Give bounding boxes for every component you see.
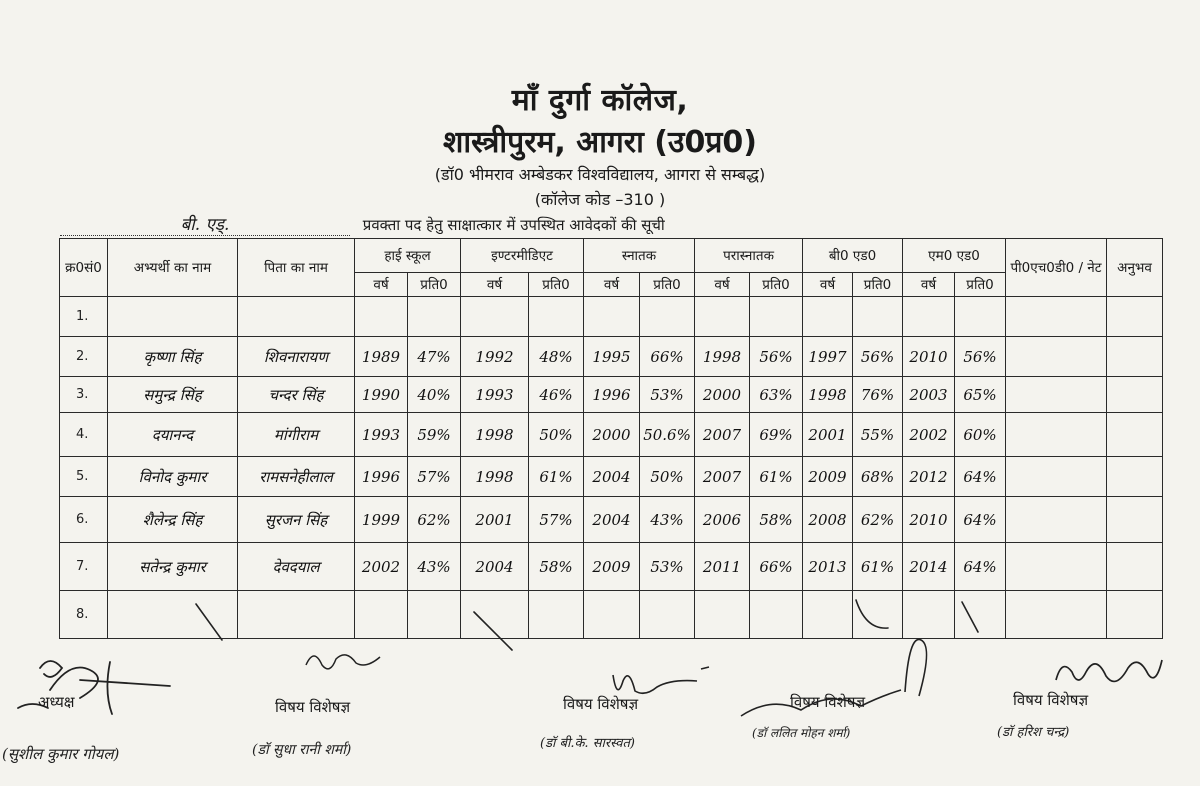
- cell-me-y: 2003: [903, 377, 955, 413]
- subcol-postgraduate-percent: प्रति0: [750, 273, 803, 297]
- cell-hs-p: 47%: [408, 337, 461, 377]
- cell-pg-p: 63%: [750, 377, 803, 413]
- cell-father: शिवनारायण: [238, 337, 355, 377]
- cell-hs-p: 43%: [408, 543, 461, 591]
- col-candidate: अभ्यर्थी का नाम: [108, 239, 238, 297]
- cell-father: देवदयाल: [238, 543, 355, 591]
- cell-sn: 7.: [60, 543, 108, 591]
- expert3-name: (डॉ ललित मोहन शर्मा): [752, 726, 851, 740]
- subcol-graduate-year: वर्ष: [584, 273, 640, 297]
- cell-father: मांगीराम: [238, 413, 355, 457]
- expert3-signature: [735, 632, 935, 728]
- cell-be-y: 2013: [803, 543, 853, 591]
- cell-gr-y: 2009: [584, 543, 640, 591]
- cell-in-p: 61%: [529, 457, 584, 497]
- cell-sn: 4.: [60, 413, 108, 457]
- subcol-med-percent: प्रति0: [955, 273, 1006, 297]
- course-name: बी. एड्.: [60, 212, 350, 236]
- cell-gr-p: 53%: [640, 377, 695, 413]
- cell-pg-p: 58%: [750, 497, 803, 543]
- cell-gr-p: 50%: [640, 457, 695, 497]
- cell-gr-p: 43%: [640, 497, 695, 543]
- col-intermediate: इण्टरमीडिएट: [461, 239, 584, 273]
- college-address: शास्त्रीपुरम, आगरा (उ0प्र0): [443, 125, 757, 160]
- col-graduate: स्नातक: [584, 239, 695, 273]
- cell-pg-p: 66%: [750, 543, 803, 591]
- cell-in-p: 50%: [529, 413, 584, 457]
- cell-gr-y: 2004: [584, 497, 640, 543]
- expert3-label: विषय विशेषज्ञ: [790, 693, 866, 711]
- cell-pg-y: 2007: [695, 457, 750, 497]
- cell-sn: 3.: [60, 377, 108, 413]
- cell-in-y: 1998: [461, 457, 529, 497]
- cell-in-p: 58%: [529, 543, 584, 591]
- subcol-highschool-year: वर्ष: [355, 273, 408, 297]
- cell-hs-p: 62%: [408, 497, 461, 543]
- list-caption: प्रवक्ता पद हेतु साक्षात्कार में उपस्थित आवेदकों की सूची: [362, 216, 665, 234]
- col-phd: पी0एच0डी0 / नेट: [1006, 239, 1107, 297]
- cell-sn: 1.: [60, 297, 108, 337]
- cell-pg-y: 2006: [695, 497, 750, 543]
- cell-me-p: 60%: [955, 413, 1006, 457]
- col-highschool: हाई स्कूल: [355, 239, 461, 273]
- cell-be-p: 68%: [853, 457, 903, 497]
- cell-be-y: 2001: [803, 413, 853, 457]
- col-experience: अनुभव: [1107, 239, 1163, 297]
- cell-in-y: 1992: [461, 337, 529, 377]
- cell-be-p: 61%: [853, 543, 903, 591]
- cell-me-y: 2010: [903, 337, 955, 377]
- cell-hs-p: 59%: [408, 413, 461, 457]
- cell-hs-y: 1989: [355, 337, 408, 377]
- cell-in-y: 2004: [461, 543, 529, 591]
- cell-gr-y: 1996: [584, 377, 640, 413]
- expert4-label: विषय विशेषज्ञ: [1013, 691, 1089, 709]
- col-serial: क्र0सं0: [60, 239, 108, 297]
- college-name: माँ दुर्गा कॉलेज,: [511, 83, 689, 118]
- subcol-med-year: वर्ष: [903, 273, 955, 297]
- subcol-bed-percent: प्रति0: [853, 273, 903, 297]
- subcol-highschool-percent: प्रति0: [408, 273, 461, 297]
- cell-pg-p: 56%: [750, 337, 803, 377]
- cell-hs-p: 40%: [408, 377, 461, 413]
- cell-me-y: 2014: [903, 543, 955, 591]
- expert1-name: (डॉ सुधा रानी शर्मा): [252, 742, 352, 758]
- cell-me-p: 64%: [955, 497, 1006, 543]
- cell-me-y: 2002: [903, 413, 955, 457]
- col-bed: बी0 एड0: [803, 239, 903, 273]
- cell-name: विनोद कुमार: [108, 457, 238, 497]
- cell-hs-y: 1993: [355, 413, 408, 457]
- expert2-label: विषय विशेषज्ञ: [563, 695, 639, 713]
- cell-name: समुन्द्र सिंह: [108, 377, 238, 413]
- cell-in-y: 2001: [461, 497, 529, 543]
- cell-pg-p: 61%: [750, 457, 803, 497]
- cell-gr-p: 53%: [640, 543, 695, 591]
- cell-me-y: 2010: [903, 497, 955, 543]
- cell-in-p: 46%: [529, 377, 584, 413]
- cell-pg-y: 1998: [695, 337, 750, 377]
- cell-gr-p: 66%: [640, 337, 695, 377]
- cell-be-y: 1998: [803, 377, 853, 413]
- cell-name: कृष्णा सिंह: [108, 337, 238, 377]
- college-code: (कॉलेज कोड –310 ): [534, 190, 666, 209]
- chair-name: (सुशील कुमार गोयल): [2, 745, 120, 763]
- col-med: एम0 एड0: [903, 239, 1006, 273]
- cell-in-p: 48%: [529, 337, 584, 377]
- cell-hs-y: 1999: [355, 497, 408, 543]
- expert2-name: (डॉ बी.के. सारस्वत): [540, 736, 635, 751]
- col-father: पिता का नाम: [238, 239, 355, 297]
- cell-be-p: 55%: [853, 413, 903, 457]
- cell-father: सुरजन सिंह: [238, 497, 355, 543]
- cell-name: शैलेन्द्र सिंह: [108, 497, 238, 543]
- cell-sn: 2.: [60, 337, 108, 377]
- cell-be-y: 2009: [803, 457, 853, 497]
- cell-hs-y: 2002: [355, 543, 408, 591]
- cell-gr-p: 50.6%: [640, 413, 695, 457]
- cell-pg-y: 2000: [695, 377, 750, 413]
- cell-me-p: 64%: [955, 543, 1006, 591]
- cell-pg-p: 69%: [750, 413, 803, 457]
- cell-sn: 6.: [60, 497, 108, 543]
- subcol-graduate-percent: प्रति0: [640, 273, 695, 297]
- cell-gr-y: 1995: [584, 337, 640, 377]
- cell-in-p: 57%: [529, 497, 584, 543]
- cell-me-p: 65%: [955, 377, 1006, 413]
- subcol-intermediate-percent: प्रति0: [529, 273, 584, 297]
- cell-pg-y: 2011: [695, 543, 750, 591]
- cell-in-y: 1993: [461, 377, 529, 413]
- col-postgraduate: परास्नातक: [695, 239, 803, 273]
- cell-be-p: 76%: [853, 377, 903, 413]
- cell-pg-y: 2007: [695, 413, 750, 457]
- cell-hs-y: 1996: [355, 457, 408, 497]
- cell-me-p: 56%: [955, 337, 1006, 377]
- cell-hs-y: 1990: [355, 377, 408, 413]
- cell-name: सतेन्द्र कुमार: [108, 543, 238, 591]
- subcol-intermediate-year: वर्ष: [461, 273, 529, 297]
- cell-hs-p: 57%: [408, 457, 461, 497]
- chair-label: अध्यक्ष: [38, 693, 75, 711]
- cell-be-y: 2008: [803, 497, 853, 543]
- cell-be-y: 1997: [803, 337, 853, 377]
- cell-be-p: 62%: [853, 497, 903, 543]
- subcol-bed-year: वर्ष: [803, 273, 853, 297]
- expert1-label: विषय विशेषज्ञ: [275, 698, 351, 716]
- expert1-signature: [300, 645, 390, 675]
- cell-sn: 8.: [60, 591, 108, 639]
- subcol-postgraduate-year: वर्ष: [695, 273, 750, 297]
- cell-father: चन्दर सिंह: [238, 377, 355, 413]
- cell-me-y: 2012: [903, 457, 955, 497]
- cell-gr-y: 2004: [584, 457, 640, 497]
- chair-signature: [10, 650, 180, 720]
- cell-gr-y: 2000: [584, 413, 640, 457]
- affiliation: (डॉ0 भीमराव अम्बेडकर विश्वविद्यालय, आगरा से सम्बद्ध): [434, 165, 766, 184]
- cell-name: दयानन्द: [108, 413, 238, 457]
- cell-sn: 5.: [60, 457, 108, 497]
- expert4-name: (डॉ हरिश चन्द्र): [997, 725, 1070, 740]
- cell-me-p: 64%: [955, 457, 1006, 497]
- cell-be-p: 56%: [853, 337, 903, 377]
- cell-in-y: 1998: [461, 413, 529, 457]
- cell-father: रामसनेहीलाल: [238, 457, 355, 497]
